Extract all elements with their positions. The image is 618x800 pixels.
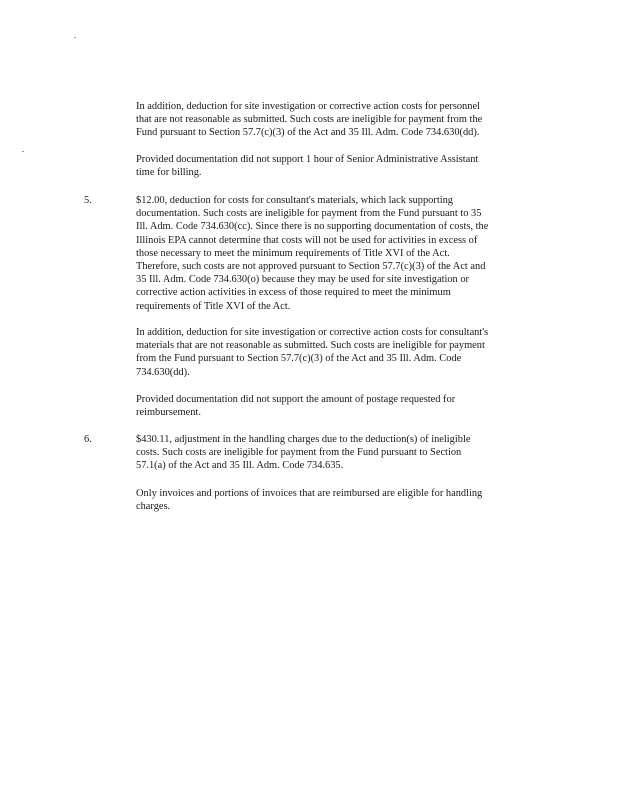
text-line: Illinois EPA cannot determine that costs will not be used for activities in excess of — [136, 234, 478, 246]
text-line: Fund pursuant to Section 57.7(c)(3) of the Act and 35 Ill. Adm. Code 734.630(dd). — [136, 127, 480, 139]
text-line: those necessary to meet the minimum requirements of Title XVI of the Act. — [136, 247, 450, 259]
paragraph — [136, 326, 536, 379]
text-line: corrective action activities in excess of those required to meet the minimum — [136, 287, 451, 299]
text-line: 734.630(dd). — [136, 366, 190, 378]
item-number: 6. — [84, 434, 92, 445]
paragraph — [136, 433, 536, 473]
text-line: requirements of Title XVI of the Act. — [136, 300, 291, 312]
text-line: materials that are not reasonable as submitted. Such costs are ineligible for payment — [136, 340, 485, 352]
text-line: time for billing. — [136, 167, 202, 179]
text-line: reimbursement. — [136, 407, 201, 419]
text-line: $430.11, adjustment in the handling charges due to the deduction(s) of ineligible — [136, 434, 471, 445]
text-line: documentation. Such costs are ineligible for payment from the Fund pursuant to 35 — [136, 208, 482, 220]
text-line: 35 Ill. Adm. Code 734.630(o) because they may be used for site investigation or — [136, 274, 470, 286]
scan-speck — [74, 37, 76, 38]
paragraph — [136, 393, 536, 419]
text-line: 57.1(a) of the Act and 35 Ill. Adm. Code 734.635. — [136, 460, 344, 472]
text-line: Only invoices and portions of invoices that are reimbursed are eligible for handling — [136, 488, 483, 499]
text-line: In addition, deduction for site investigation or corrective action costs for consultant's — [136, 327, 489, 338]
text-line: Therefore, such costs are not approved pursuant to Section 57.7(c)(3) of the Act and — [136, 261, 486, 273]
text-line: Ill. Adm. Code 734.630(cc). Since there is no supporting documentation of costs, the — [136, 221, 489, 233]
paragraph — [136, 153, 536, 179]
text-line: Provided documentation did not support the amount of postage requested for — [136, 394, 456, 405]
text-line: $12.00, deduction for costs for consultant's materials, which lack supporting — [136, 195, 453, 206]
item-number: 5. — [84, 195, 92, 206]
paragraph — [136, 487, 536, 513]
scan-speck — [22, 151, 24, 152]
paragraph — [136, 100, 536, 140]
text-line: from the Fund pursuant to Section 57.7(c)(3) of the Act and 35 Ill. Adm. Code — [136, 353, 462, 365]
text-line: costs. Such costs are ineligible for payment from the Fund pursuant to Section — [136, 447, 462, 459]
text-line: In addition, deduction for site investigation or corrective action costs for personnel — [136, 101, 480, 112]
text-line: that are not reasonable as submitted. Such costs are ineligible for payment from the — [136, 114, 483, 126]
text-line: charges. — [136, 501, 171, 513]
text-line: Provided documentation did not support 1 hour of Senior Administrative Assistant — [136, 154, 479, 165]
paragraph — [136, 194, 536, 313]
